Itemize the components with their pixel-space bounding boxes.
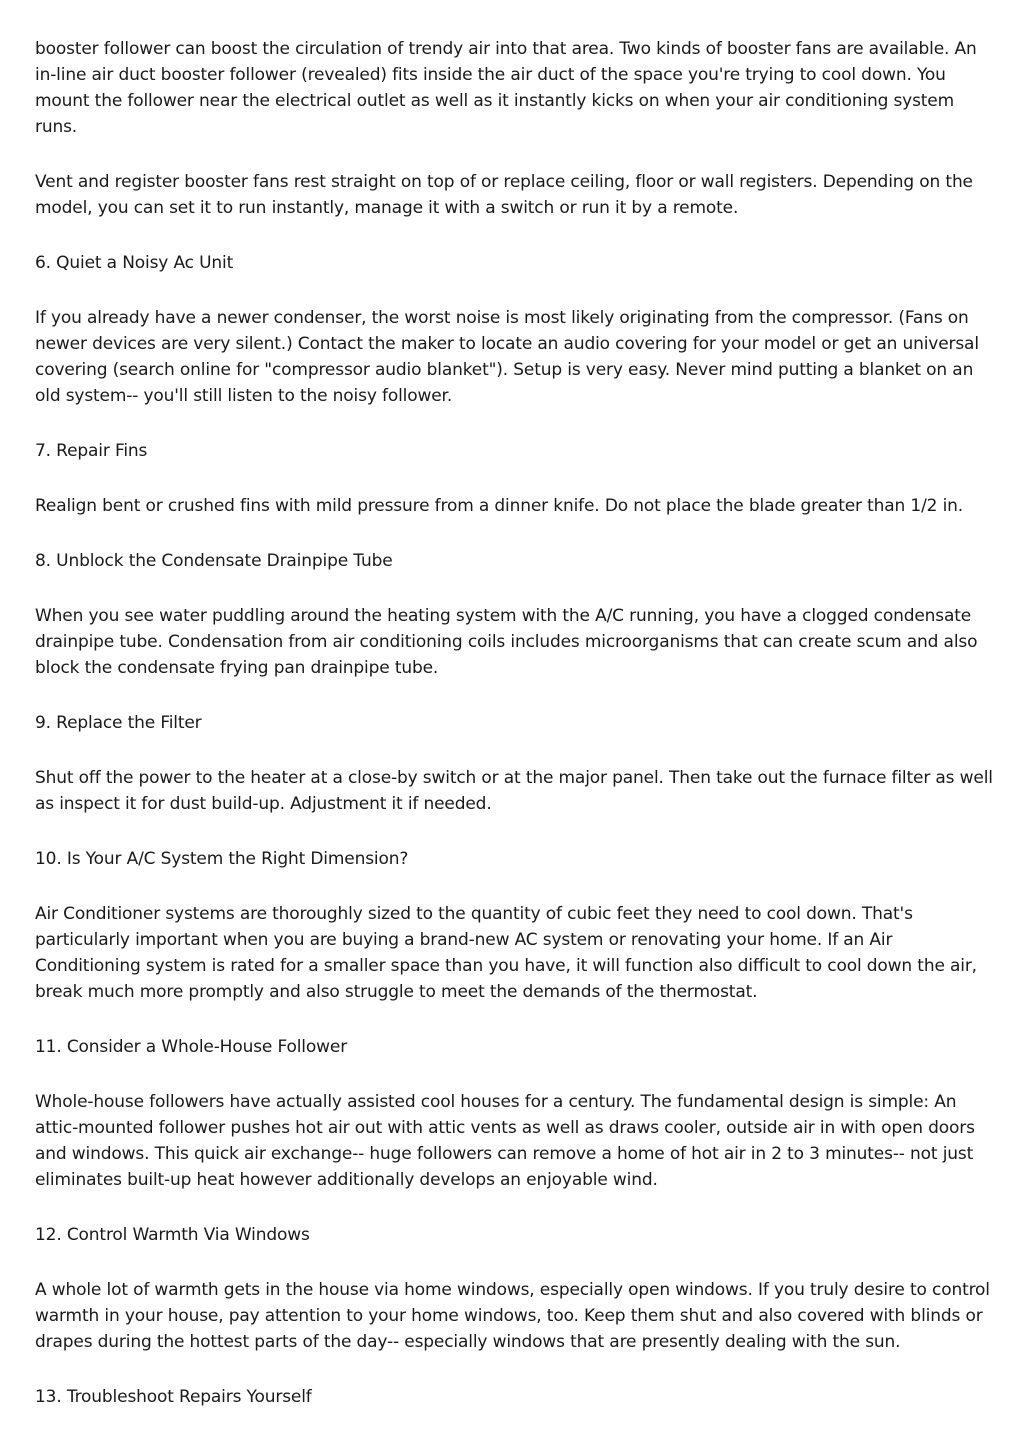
paragraph-unblock-drain: When you see water puddling around the heating system with the A/C running, you have a clogged condensate drainpipe tube. Condensation from air conditioning coils includes microorganisms that can create scum and also block the condensate frying pan drainpipe tube. xyxy=(35,606,978,678)
paragraph-control-warmth: A whole lot of warmth gets in the house via home windows, especially open windows. If you truly desire to control warmth in your house, pay attention to your home windows, too. Keep them shut and also covered with blinds or drapes during the hottest parts of the day-- especially windows that are presently dealing with the sun. xyxy=(35,1280,990,1352)
paragraph-replace-filter: Shut off the power to the heater at a close-by switch or at the major panel. Then take out the furnace filter as well as inspect it for dust build-up. Adjustment it if needed. xyxy=(35,768,993,814)
heading-repair-fins: 7. Repair Fins xyxy=(35,441,148,461)
heading-unblock-drain: 8. Unblock the Condensate Drainpipe Tube xyxy=(35,551,393,571)
paragraph-booster-intro: booster follower can boost the circulation of trendy air into that area. Two kinds of booster fans are available. An in-line air duct booster follower (revealed) fits inside the air duct of the space you're trying to cool down. You mount the follower near the electrical outlet as well as it instantly kicks on when your air conditioning system runs. xyxy=(35,39,977,137)
paragraph-quiet-ac: If you already have a newer condenser, the worst noise is most likely originating from the compressor. (Fans on newer devices are very silent.) Contact the maker to locate an audio covering for your model or get an universal covering (search online for "compressor audio blanket"). Setup is very easy. Never mind putting a blanket on an old system-- you'll still listen to the noisy follower. xyxy=(35,308,979,406)
paragraph-right-dimension: Air Conditioner systems are thoroughly sized to the quantity of cubic feet they need to cool down. That's particularly important when you are buying a brand-new AC system or renovating your home. If an Air Conditioning system is rated for a smaller space than you have, it will function also difficult to cool down the air, break much more promptly and also struggle to meet the demands of the thermostat. xyxy=(35,904,977,1002)
paragraph-whole-house: Whole-house followers have actually assisted cool houses for a century. The fundamental design is simple: An attic-mounted follower pushes hot air out with attic vents as well as draws cooler, outside air in with open doors and windows. This quick air exchange-- huge followers can remove a home of hot air in 2 to 3 minutes-- not just eliminates built-up heat however additionally develops an enjoyable wind. xyxy=(35,1092,975,1190)
heading-quiet-ac: 6. Quiet a Noisy Ac Unit xyxy=(35,253,234,273)
heading-right-dimension: 10. Is Your A/C System the Right Dimension? xyxy=(35,849,409,869)
heading-control-warmth: 12. Control Warmth Via Windows xyxy=(35,1225,310,1245)
paragraph-repair-fins: Realign bent or crushed fins with mild pressure from a dinner knife. Do not place the blade greater than 1/2 in. xyxy=(35,496,964,516)
paragraph-vent-register: Vent and register booster fans rest straight on top of or replace ceiling, floor or wall registers. Depending on the model, you can set it to run instantly, manage it with a switch or run it by a remote. xyxy=(35,172,973,218)
heading-whole-house: 11. Consider a Whole-House Follower xyxy=(35,1037,348,1057)
heading-troubleshoot: 13. Troubleshoot Repairs Yourself xyxy=(35,1387,312,1407)
document-body xyxy=(35,36,995,1439)
heading-replace-filter: 9. Replace the Filter xyxy=(35,713,202,733)
